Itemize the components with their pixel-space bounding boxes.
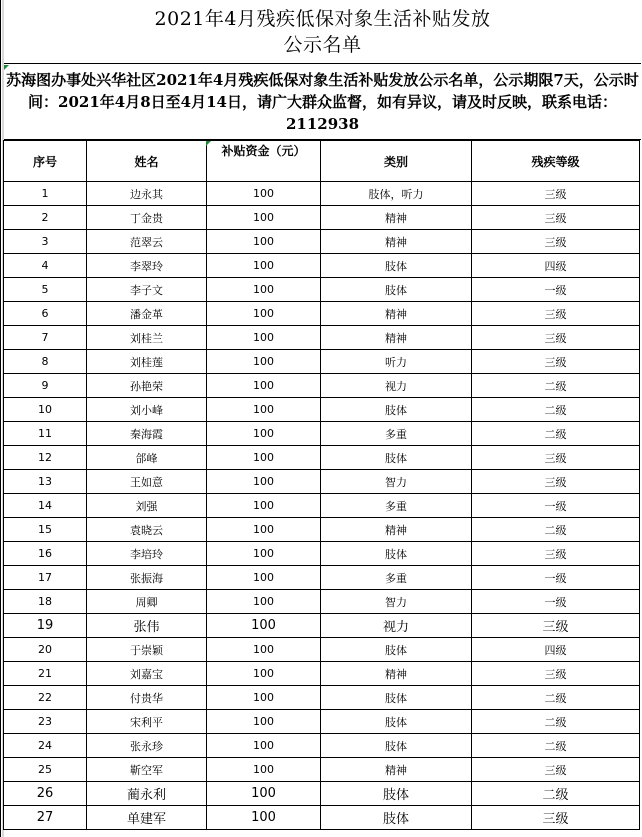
cell-level[interactable]: 三级 (472, 230, 640, 254)
cell-level[interactable]: 二级 (472, 782, 640, 806)
table-row (4, 806, 640, 830)
cell-category[interactable]: 多重 (321, 566, 472, 590)
cell-name[interactable]: 付贵华 (87, 686, 207, 710)
table-row (4, 206, 640, 230)
cell-index[interactable]: 27 (4, 806, 87, 830)
cell-level[interactable]: 一级 (472, 566, 640, 590)
cell-level[interactable]: 三级 (472, 326, 640, 350)
cell-name[interactable]: 李培玲 (87, 542, 207, 566)
cell-name[interactable]: 张振海 (87, 566, 207, 590)
cell-name[interactable]: 李翠玲 (87, 254, 207, 278)
cell-level[interactable]: 二级 (472, 374, 640, 398)
cell-category[interactable]: 视力 (321, 614, 472, 638)
cell-subsidy[interactable]: 100 (207, 254, 321, 278)
cell-name[interactable]: 边永其 (87, 182, 207, 206)
cell-category[interactable]: 智力 (321, 470, 472, 494)
cell-subsidy[interactable]: 100 (207, 614, 321, 638)
table-row (4, 422, 640, 446)
cell-subsidy[interactable]: 100 (207, 206, 321, 230)
table-row (4, 542, 640, 566)
cell-index[interactable]: 7 (4, 326, 87, 350)
cell-name[interactable]: 单建军 (87, 806, 207, 830)
cell-category[interactable]: 肢体 (321, 254, 472, 278)
cell-subsidy[interactable]: 100 (207, 806, 321, 830)
cell-index[interactable]: 26 (4, 782, 87, 806)
cell-level[interactable]: 一级 (472, 494, 640, 518)
cell-category[interactable]: 肢体 (321, 398, 472, 422)
cell-category[interactable]: 精神 (321, 662, 472, 686)
cell-category[interactable]: 精神 (321, 518, 472, 542)
cell-subsidy[interactable]: 100 (207, 350, 321, 374)
cell-name[interactable]: 刘嘉宝 (87, 662, 207, 686)
table-row (4, 254, 640, 278)
cell-category[interactable]: 肢体 (321, 542, 472, 566)
table-row (4, 686, 640, 710)
cell-category[interactable]: 智力 (321, 590, 472, 614)
table-row (4, 230, 640, 254)
cell-name[interactable]: 郃峰 (87, 446, 207, 470)
cell-level[interactable]: 三级 (472, 446, 640, 470)
cell-level[interactable]: 一级 (472, 590, 640, 614)
header-level[interactable]: 残疾等级 (472, 141, 640, 182)
header-category[interactable]: 类别 (321, 141, 472, 182)
cell-level[interactable]: 二级 (472, 734, 640, 758)
cell-subsidy[interactable]: 100 (207, 686, 321, 710)
table-row (4, 662, 640, 686)
cell-subsidy[interactable]: 100 (207, 734, 321, 758)
table-row (4, 590, 640, 614)
cell-subsidy[interactable]: 100 (207, 494, 321, 518)
table-row (4, 782, 640, 806)
cell-subsidy[interactable]: 100 (207, 230, 321, 254)
table-row (4, 566, 640, 590)
cell-name[interactable]: 范翠云 (87, 230, 207, 254)
cell-level[interactable]: 三级 (472, 206, 640, 230)
cell-category[interactable]: 精神 (321, 758, 472, 782)
cell-index[interactable]: 4 (4, 254, 87, 278)
cell-category[interactable]: 肢体 (321, 734, 472, 758)
cell-name[interactable]: 于崇颖 (87, 638, 207, 662)
cell-category[interactable]: 精神 (321, 206, 472, 230)
cell-category[interactable]: 多重 (321, 494, 472, 518)
cell-subsidy[interactable]: 100 (207, 542, 321, 566)
cell-index[interactable]: 14 (4, 494, 87, 518)
cell-subsidy[interactable]: 100 (207, 518, 321, 542)
cell-level[interactable]: 三级 (472, 614, 640, 638)
cell-subsidy[interactable]: 100 (207, 758, 321, 782)
cell-index[interactable]: 11 (4, 422, 87, 446)
cell-name[interactable]: 王如意 (87, 470, 207, 494)
cell-subsidy[interactable]: 100 (207, 398, 321, 422)
cell-level[interactable]: 二级 (472, 398, 640, 422)
cell-name[interactable]: 刘桂兰 (87, 326, 207, 350)
cell-index[interactable]: 25 (4, 758, 87, 782)
table-row (4, 614, 640, 638)
cell-category[interactable]: 精神 (321, 302, 472, 326)
cell-subsidy[interactable]: 100 (207, 374, 321, 398)
cell-category[interactable]: 精神 (321, 230, 472, 254)
cell-index[interactable]: 22 (4, 686, 87, 710)
cell-category[interactable]: 视力 (321, 374, 472, 398)
cell-index[interactable]: 15 (4, 518, 87, 542)
table-row (4, 446, 640, 470)
cell-category[interactable]: 肢体 (321, 446, 472, 470)
page-title: 2021年4月残疾低保对象生活补贴发放 (154, 8, 491, 30)
cell-subsidy[interactable]: 100 (207, 566, 321, 590)
cell-name[interactable]: 刘强 (87, 494, 207, 518)
table-row (4, 470, 640, 494)
table-row (4, 710, 640, 734)
cell-index[interactable]: 6 (4, 302, 87, 326)
cell-name[interactable]: 袁晓云 (87, 518, 207, 542)
table-row (4, 278, 640, 302)
cell-name[interactable]: 张永珍 (87, 734, 207, 758)
cell-index[interactable]: 20 (4, 638, 87, 662)
cell-subsidy[interactable]: 100 (207, 470, 321, 494)
cell-name[interactable]: 宋利平 (87, 710, 207, 734)
cell-subsidy[interactable]: 100 (207, 782, 321, 806)
table-row (4, 350, 640, 374)
cell-level[interactable]: 二级 (472, 710, 640, 734)
cell-index[interactable]: 17 (4, 566, 87, 590)
table-row (4, 494, 640, 518)
cell-subsidy[interactable]: 100 (207, 590, 321, 614)
header-name[interactable]: 姓名 (87, 141, 207, 182)
cell-comment-marker (206, 141, 211, 146)
cell-name[interactable]: 靳空军 (87, 758, 207, 782)
cell-category[interactable]: 肢体 (321, 710, 472, 734)
cell-category[interactable]: 肢体，听力 (321, 182, 472, 206)
cell-level[interactable]: 三级 (472, 182, 640, 206)
cell-name[interactable]: 蔺永利 (87, 782, 207, 806)
cell-name[interactable]: 周卿 (87, 590, 207, 614)
cell-name[interactable]: 刘桂莲 (87, 350, 207, 374)
cell-category[interactable]: 多重 (321, 422, 472, 446)
header-row (4, 141, 640, 182)
table-row (4, 326, 640, 350)
cell-name[interactable]: 潘金革 (87, 302, 207, 326)
cell-index[interactable]: 24 (4, 734, 87, 758)
cell-name[interactable]: 孙艳荣 (87, 374, 207, 398)
cell-level[interactable]: 四级 (472, 638, 640, 662)
cell-level[interactable]: 三级 (472, 350, 640, 374)
table-row (4, 374, 640, 398)
cell-index[interactable]: 21 (4, 662, 87, 686)
cell-subsidy[interactable]: 100 (207, 302, 321, 326)
cell-index[interactable]: 3 (4, 230, 87, 254)
cell-category[interactable]: 肢体 (321, 686, 472, 710)
table-row (4, 182, 640, 206)
cell-index[interactable]: 8 (4, 350, 87, 374)
table-row (4, 758, 640, 782)
cell-level[interactable]: 三级 (472, 542, 640, 566)
page-subtitle: 公示名单 (283, 34, 362, 56)
cell-subsidy[interactable]: 100 (207, 446, 321, 470)
cell-level[interactable]: 三级 (472, 758, 640, 782)
cell-index[interactable]: 9 (4, 374, 87, 398)
cell-level[interactable]: 一级 (472, 278, 640, 302)
cell-index[interactable]: 13 (4, 470, 87, 494)
cell-subsidy[interactable]: 100 (207, 182, 321, 206)
header-subsidy-label: 补贴资金（元） (221, 144, 306, 158)
notice-text: 苏海图办事处兴华社区2021年4月残疾低保对象生活补贴发放公示名单，公示期限7天，公示时间：2021年4月8日至4月14日，请广大群众监督，如有异议，请及时反映，联系电话：2112938 (4, 64, 641, 140)
cell-index[interactable]: 16 (4, 542, 87, 566)
cell-comment-marker (4, 65, 9, 70)
cell-subsidy[interactable]: 100 (207, 638, 321, 662)
cell-category[interactable]: 肢体 (321, 806, 472, 830)
cell-index[interactable]: 12 (4, 446, 87, 470)
cell-index[interactable]: 10 (4, 398, 87, 422)
cell-category[interactable]: 精神 (321, 326, 472, 350)
cell-name[interactable]: 秦海霞 (87, 422, 207, 446)
cell-level[interactable]: 三级 (472, 806, 640, 830)
cell-index[interactable]: 2 (4, 206, 87, 230)
cell-level[interactable]: 三级 (472, 662, 640, 686)
cell-level[interactable]: 二级 (472, 686, 640, 710)
cell-category[interactable]: 听力 (321, 350, 472, 374)
cell-subsidy[interactable]: 100 (207, 326, 321, 350)
cell-level[interactable]: 三级 (472, 470, 640, 494)
cell-index[interactable]: 1 (4, 182, 87, 206)
cell-category[interactable]: 肢体 (321, 782, 472, 806)
roster-table (3, 140, 640, 830)
title-block (4, 0, 641, 64)
cell-level[interactable]: 三级 (472, 302, 640, 326)
cell-index[interactable]: 18 (4, 590, 87, 614)
cell-index[interactable]: 5 (4, 278, 87, 302)
cell-level[interactable]: 二级 (472, 422, 640, 446)
table-row (4, 518, 640, 542)
cell-subsidy[interactable]: 100 (207, 710, 321, 734)
table-row (4, 638, 640, 662)
cell-index[interactable]: 23 (4, 710, 87, 734)
cell-level[interactable]: 二级 (472, 518, 640, 542)
cell-name[interactable]: 丁金贵 (87, 206, 207, 230)
cell-category[interactable]: 肢体 (321, 638, 472, 662)
cell-name[interactable]: 张伟 (87, 614, 207, 638)
cell-level[interactable]: 四级 (472, 254, 640, 278)
cell-subsidy[interactable]: 100 (207, 278, 321, 302)
header-index[interactable]: 序号 (4, 141, 87, 182)
table-row (4, 302, 640, 326)
cell-name[interactable]: 李子文 (87, 278, 207, 302)
table-row (4, 398, 640, 422)
cell-subsidy[interactable]: 100 (207, 662, 321, 686)
table-row (4, 734, 640, 758)
cell-subsidy[interactable]: 100 (207, 422, 321, 446)
cell-name[interactable]: 刘小峰 (87, 398, 207, 422)
cell-category[interactable]: 肢体 (321, 278, 472, 302)
cell-index[interactable]: 19 (4, 614, 87, 638)
header-subsidy[interactable] (207, 141, 321, 182)
